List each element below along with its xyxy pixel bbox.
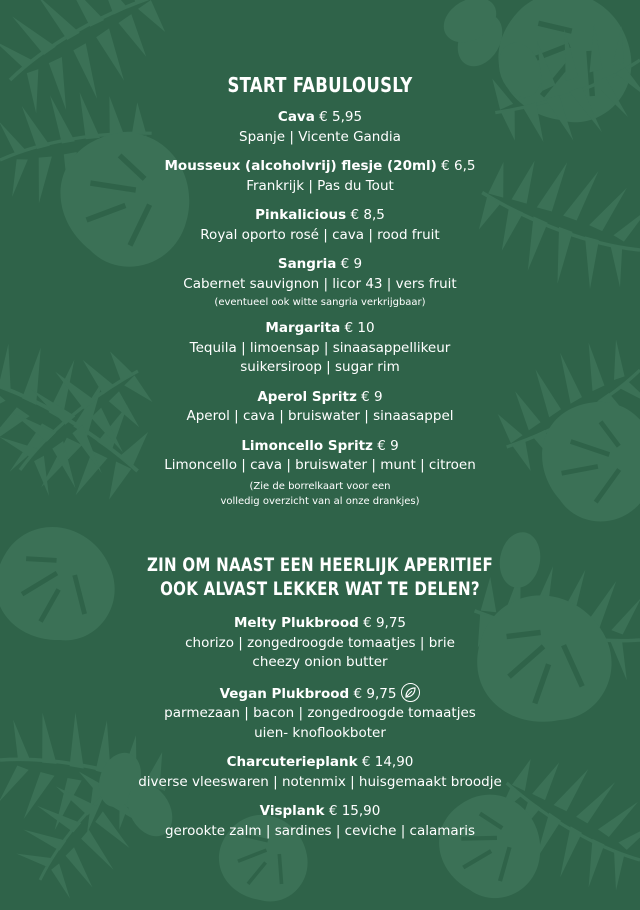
item-price: € 15,90 [328, 803, 381, 819]
item-name: Limoncello Spritz [241, 437, 373, 454]
item-name: Aperol Spritz [257, 388, 357, 405]
item-description: Spanje | Vicente Gandia [239, 128, 401, 145]
item-price: € 6,5 [441, 158, 476, 174]
footnote-line: (Zie de borrelkaart voor een [249, 480, 391, 492]
item-description: chorizo | zongedroogde tomaatjes | brie [185, 634, 455, 651]
menu-item-melty-plukbrood [0, 614, 640, 673]
item-price: € 14,90 [361, 754, 414, 770]
menu-item-cava [0, 108, 640, 147]
item-description: parmezaan | bacon | zongedroogde tomaatjes [164, 705, 476, 721]
heading-line: ZIN OM NAAST EEN HEERLIJK APERITIEF [146, 554, 494, 576]
item-description: Royal oporto rosé | cava | rood fruit [200, 226, 440, 243]
item-note: (eventueel ook witte sangria verkrijgbaar) [214, 297, 426, 308]
item-name: Charcuterieplank [226, 754, 358, 770]
menu-item-vegan-plukbrood [0, 683, 640, 744]
section-heading-start-fabulously: START FABULOUSLY [227, 73, 413, 97]
item-name: Sangria [277, 256, 337, 272]
item-name: Vegan Plukbrood [219, 685, 350, 702]
item-price: € 9 [361, 388, 383, 405]
menu-item-charcuterieplank [0, 753, 640, 792]
item-price: € 8,5 [350, 207, 385, 223]
item-price: € 9,75 [353, 685, 397, 702]
menu-item-visplank [0, 802, 640, 841]
item-name: Visplank [259, 803, 325, 819]
sharing-list [0, 614, 640, 851]
item-description: suikersiroop | sugar rim [240, 359, 400, 375]
item-name: Margarita [265, 320, 341, 336]
drinks-footnote [0, 480, 640, 508]
menu-item-pinkalicious [0, 206, 640, 245]
item-description: Tequila | limoensap | sinaasappellikeur [189, 339, 451, 356]
menu-item-sangria [0, 255, 640, 309]
item-price: € 9 [377, 437, 399, 454]
item-description: Aperol | cava | bruiswater | sinaasappel [186, 408, 454, 424]
item-description: uien- knoflookboter [254, 724, 386, 741]
vegan-leaf-icon [401, 683, 420, 702]
item-name: Pinkalicious [255, 207, 347, 223]
item-price: € 5,95 [319, 109, 363, 125]
item-name: Cava [277, 109, 315, 125]
menu-item-mousseux [0, 157, 640, 196]
item-description: cheezy onion butter [252, 654, 388, 670]
item-price: € 10 [344, 320, 375, 336]
drinks-list [0, 108, 640, 518]
heading-line: OOK ALVAST LEKKER WAT TE DELEN? [160, 578, 480, 600]
item-description: Limoncello | cava | bruiswater | munt | citroen [164, 457, 476, 473]
item-description: Frankrijk | Pas du Tout [246, 177, 394, 194]
item-price: € 9 [340, 256, 363, 272]
item-description: Cabernet sauvignon | licor 43 | vers fruit [183, 275, 457, 292]
section-heading-sharing [38, 553, 601, 601]
menu-item-margarita [0, 319, 640, 378]
menu-item-aperol-spritz [0, 388, 640, 427]
item-name: Melty Plukbrood [233, 615, 359, 631]
footnote-line: volledig overzicht van al onze drankjes) [220, 495, 420, 507]
menu-item-limoncello-spritz [0, 437, 640, 508]
item-description: gerookte zalm | sardines | ceviche | calamaris [164, 822, 476, 839]
item-name: Mousseux (alcoholvrij) flesje (20ml) [164, 158, 437, 174]
item-price: € 9,75 [363, 615, 407, 631]
item-description: diverse vleeswaren | notenmix | huisgemaakt broodje [138, 773, 502, 790]
